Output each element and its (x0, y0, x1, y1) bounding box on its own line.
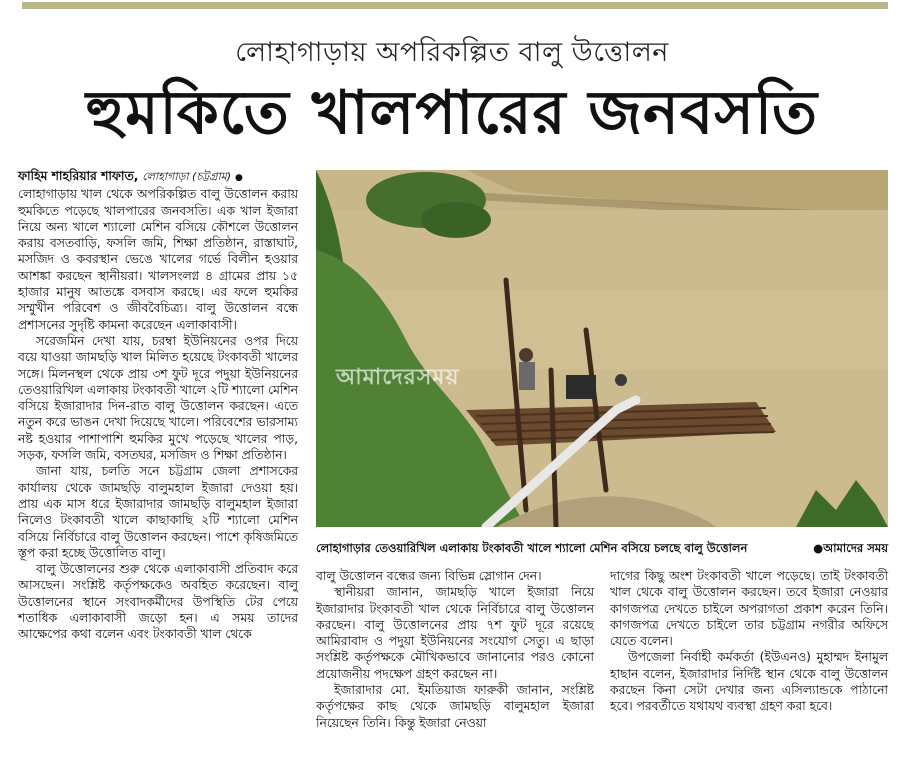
caption-text: লোহাগাড়ার তেওয়ারিখিল এলাকায় টংকাবতী খালে শ্যালো মেশিন বসিয়ে চলছে বালু উত্তোলন (316, 541, 748, 555)
byline-author: ফাহিম শাহরিয়ার শাফাত, (18, 169, 139, 183)
river-scene-illustration (316, 170, 888, 527)
paragraph: লোহাগাড়ায় খাল থেকে অপরিকল্পিত বালু উত্তোলন করায় হুমকিতে পড়েছে খালপারের জনবসতি। এক খাল ইজারা নিয়ে অন্য খালে শ্যালো মেশিন বসিয়ে কৌশলে উত্তোলন করায় বসতবাড়ি, ফসলি জমি, শিক্ষা প্রতিষ্ঠান, রাস্তাঘাট, মসজিদ ও কবরস্থান ভেঙে খালের গর্ভে বিলীন হওয়ার আশঙ্কা করছেন স্থানীয়রা। খালসংলগ্ন ৪ গ্রামের প্রায় ১৫ হাজার মানুষ আতঙ্কে বসবাস করছে। এর ফলে হুমকির সম্মুখীন পরিবেশ ও জীববৈচিত্র্য। বালু উত্তোলন বন্ধে প্রশাসনের সুদৃষ্টি কামনা করেছেন এলাকাবাসী। (18, 187, 298, 332)
paragraph: দাগের কিছু অংশ টংকাবতী খালে পড়েছে। তাই টংকাবতী খাল থেকে বালু উত্তোলন করছেন। তবে ইজারা নেওয়ার কাগজপত্র দেখতে চাইলে অপরাগতা প্রকাশ করেন তিনি। কাগজপত্র দেখতে চাইলে তার চট্টগ্রাম নগরীর অফিসে যেতে বলেন। (610, 569, 888, 649)
paragraph: বালু উত্তোলনের শুরু থেকে এলাকাবাসী প্রতিবাদ করে আসছেন। সংশ্লিষ্ট কর্তৃপক্ষকেও অবহিত করেছেন। বালু উত্তোলনের স্থানে সংবাদকর্মীদের উপস্থিতি টের পেয়ে শতাধিক এলাকাবাসী জড়ো হন। এ সময় তাদের আক্ষেপের কথা বলেন এবং টংকাবতী খাল থেকে (18, 562, 298, 642)
paragraph: জানা যায়, চলতি সনে চট্টগ্রাম জেলা প্রশাসকের কার্যালয় থেকে জামছড়ি বালুমহাল ইজারা দেওয়া হয়। প্রায় এক মাস ধরে ইজারাদার জামছড়ি বালুমহাল ইজারা নিলেও টংকাবতী খালে কাছাকাছি ২টি শ্যালো মেশিন বসিয়ে নির্বিচারে বালু উত্তোলন করছেন। পাশে কৃষিজমিতে স্তূপ করা হচ্ছে উত্তোলিত বালু। (18, 464, 298, 560)
paragraph: সরেজমিন দেখা যায়, চরম্বা ইউনিয়নের ওপর দিয়ে বয়ে যাওয়া জামছড়ি খাল মিলিত হয়েছে টংকাবতী খালের সঙ্গে। মিলনস্থল থেকে প্রায় ৩শ ফুট দূরে পদুয়া ইউনিয়নের তেওয়ারিখিল এলাকায় টংকাবতী খালে ২টি শ্যালো মেশিন বসিয়ে ইজারাদার দিন-রাত বালু উত্তোলন করছেন। এতে নতুন করে ভাঙন দেখা দিয়েছে খালে। পরিবেশের ভারসাম্য নষ্ট হওয়ার পাশাপাশি হুমকির মুখে পড়েছে খালের পাড়, সড়ক, ফসলি জমি, বসতঘর, মসজিদ ও শিক্ষা প্রতিষ্ঠান। (18, 333, 298, 463)
paragraph: বালু উত্তোলন বন্ধের জন্য বিভিন্ন স্লোগান দেন। (316, 569, 542, 583)
photo-credit: ●আমাদের সময় (813, 541, 888, 555)
article-column-1 (18, 168, 298, 643)
top-rule (22, 2, 888, 9)
article-column-2 (316, 568, 594, 731)
byline-bullet: ● (234, 173, 243, 183)
river-photo (316, 170, 888, 527)
byline-location: লোহাগাড়া (চট্টগ্রাম) (142, 170, 232, 183)
byline (18, 168, 298, 186)
photo-watermark: আমাদেরসময় (336, 365, 460, 390)
photo-caption (316, 540, 888, 556)
kicker-headline: লোহাগাড়ায় অপরিকল্পিত বালু উত্তোলন (235, 37, 669, 68)
paragraph: স্থানীয়রা জানান, জামছড়ি খালে ইজারা নিয়ে ইজারাদার টংকাবতী খাল থেকে নির্বিচারে বালু উত্তোলন করছেন। বালু উত্তোলনের প্রায় ৭শ ফুট দূরে রয়েছে আমিরাবাদ ও পদুয়া ইউনিয়নের সংযোগ সেতু। এ ছাড়া সংশ্লিষ্ট কর্তৃপক্ষকে মৌখিকভাবে জানানোর পরও কোনো প্রয়োজনীয় পদক্ষেপ গ্রহণ করছেন না। (316, 585, 594, 681)
paragraph: উপজেলা নির্বাহী কর্মকর্তা (ইউএনও) মুহাম্মদ ইনামুল হাছান বলেন, ইজারাদার নির্দিষ্ট স্থান থেকে বালু উত্তোলন করছেন কিনা সেটা দেখার জন্য এসিল্যান্ডকে পাঠানো হবে। পরবর্তীতে যথাযথ ব্যবস্থা গ্রহণ করা হবে। (610, 650, 888, 714)
main-headline: হুমকিতে খালপারের জনবসতি (85, 78, 819, 148)
article-column-3 (610, 568, 888, 715)
paragraph: ইজারাদার মো. ইমতিয়াজ ফারুকী জানান, সংশ্লিষ্ট কর্তৃপক্ষের কাছ থেকে জামছড়ি বালুমহাল ইজারা নিয়েছেন তিনি। কিন্তু ইজারা নেওয়া (316, 683, 594, 730)
